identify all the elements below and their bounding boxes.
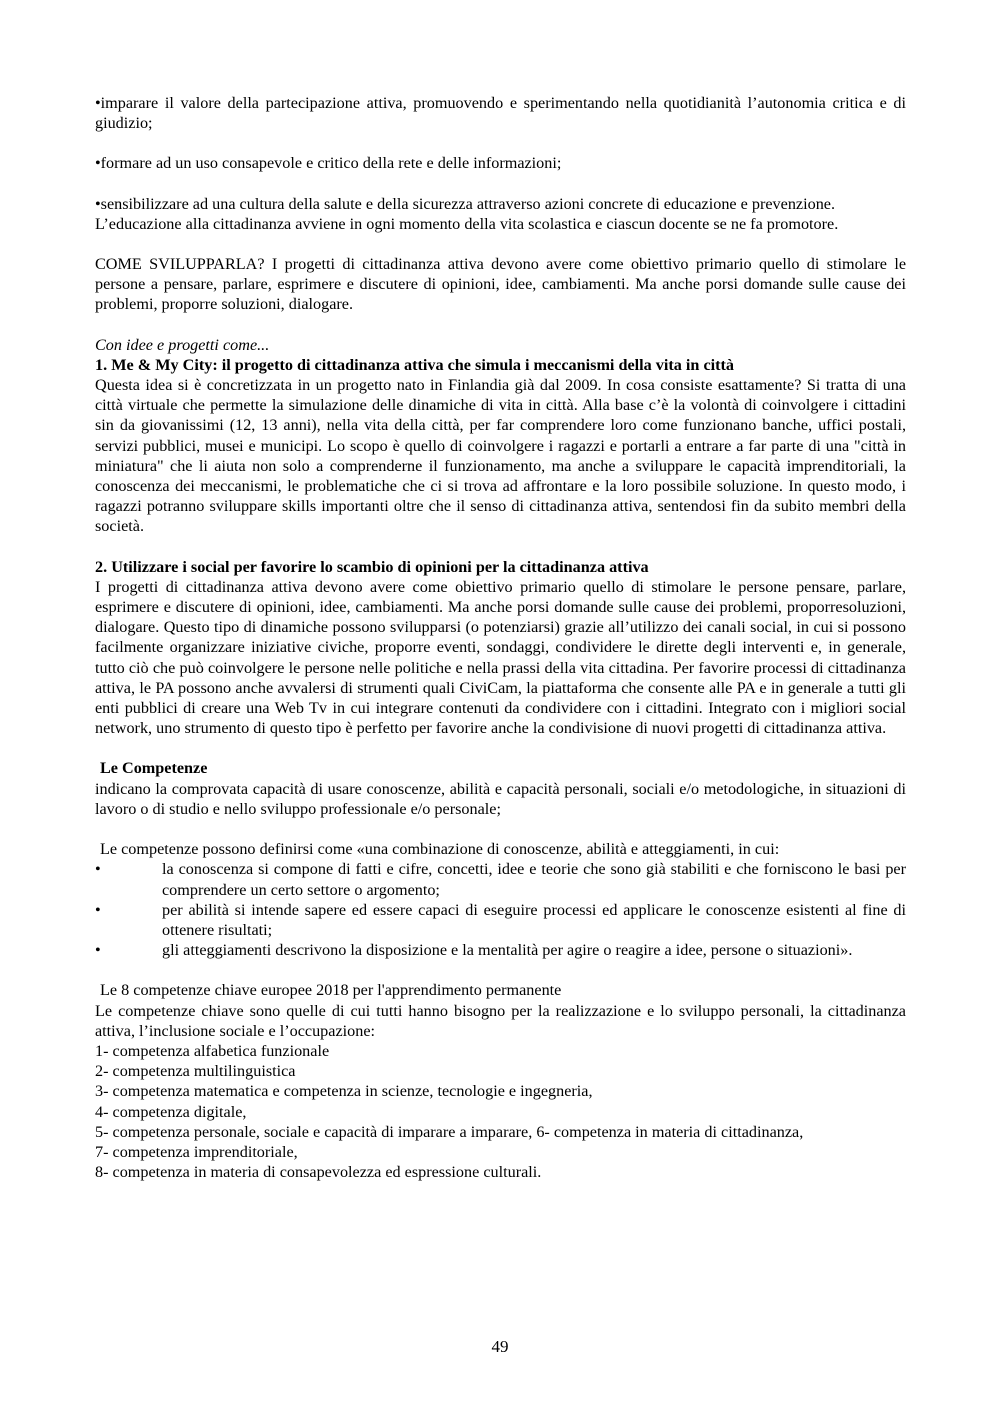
list-item: 1- competenza alfabetica funzionale bbox=[95, 1041, 330, 1060]
list-item bbox=[95, 900, 906, 940]
intro-bullet: •sensibilizzare ad una cultura della salute e della sicurezza attraverso azioni concrete di educazione e prevenzione. bbox=[95, 194, 836, 213]
list-item: 7- competenza imprenditoriale, bbox=[95, 1142, 298, 1161]
project1-heading: 1. Me & My City: il progetto di cittadinanza attiva che simula i meccanismi della vita in città bbox=[95, 355, 735, 374]
competenze-definition: indicano la comprovata capacità di usare conoscenze, abilità e capacità personali, sociali e/o metodologiche, in situazioni di lavoro o di studio e nello sviluppo professionale e/o personale; bbox=[95, 779, 906, 818]
education-paragraph: L’educazione alla cittadinanza avviene in ogni momento della vita scolastica e ciascun docente se ne fa promotore. bbox=[95, 214, 839, 233]
list-item: 4- competenza digitale, bbox=[95, 1102, 247, 1121]
competenze-bullet-list bbox=[95, 859, 906, 960]
bullet-symbol: • bbox=[95, 941, 101, 960]
list-item-text: per abilità si intende sapere ed essere capaci di eseguire processi ed applicare le conoscenze esistenti al fine di ottenere risultati; bbox=[162, 900, 906, 939]
competenze-heading: Le Competenze bbox=[100, 759, 208, 778]
how-paragraph: COME SVILUPPARLA? I progetti di cittadinanza attiva devono avere come obiettivo primario quello di stimolare le persone a pensare, parlare, esprimere e discutere di opinioni, idee, cambiamenti. Ma anche porsi domande sulle cause dei problemi, proporre soluzioni, dialogare. bbox=[95, 255, 906, 314]
project1-body: Questa idea si è concretizzata in un progetto nato in Finlandia già dal 2009. In cosa consiste esattamente? Si tratta di una città virtuale che permette la simulazione delle dinamiche di vita in città. Alla base c’è la volontà di coinvolgere i cittadini sin da giovanissimi (12, 13 anni), nella vita della città, per far comprendere loro come funzionano banche, uffici postali, servizi pubblici, musei e municipi. Lo scopo è quello di coinvolgere i ragazzi e portarli a entrare a far parte di una "città in miniatura" che li aiuta non solo a comprenderne il funzionamento, ma anche a sviluppare le capacità imprenditoriali, la conoscenza dei meccanismi, le problematiche che ci si trova ad affrontare e la loro possibile soluzione. In questo modo, i ragazzi potranno sviluppare skills importanti oltre che il senso di cittadinanza attiva, sentendosi fin da subito membri della società. bbox=[95, 376, 906, 536]
intro-bullet: •formare ad un uso consapevole e critico della rete e delle informazioni; bbox=[95, 154, 562, 173]
list-item: 2- competenza multilinguistica bbox=[95, 1062, 296, 1081]
list-item bbox=[95, 940, 906, 960]
competenze-combination-intro: Le competenze possono definirsi come «una combinazione di conoscenze, abilità e atteggiamenti, in cui: bbox=[100, 840, 780, 859]
project2-heading: 2. Utilizzare i social per favorire lo scambio di opinioni per la cittadinanza attiva bbox=[95, 557, 649, 576]
key-competences-list bbox=[95, 1041, 906, 1182]
list-item: 5- competenza personale, sociale e capacità di imparare a imparare, 6- competenza in materia di cittadinanza, bbox=[95, 1122, 804, 1141]
bullet-symbol: • bbox=[95, 900, 101, 919]
document-page bbox=[95, 93, 906, 1182]
key-competences-title: Le 8 competenze chiave europee 2018 per l'apprendimento permanente bbox=[100, 981, 562, 1000]
key-competences-intro: Le competenze chiave sono quelle di cui tutti hanno bisogno per la realizzazione e lo sviluppo personali, la cittadinanza attiva, l’inclusione sociale e l’occupazione: bbox=[95, 1001, 906, 1040]
list-item: 3- competenza matematica e competenza in scienze, tecnologie e ingegneria, bbox=[95, 1082, 593, 1101]
bullet-symbol: • bbox=[95, 860, 101, 879]
list-item: 8- competenza in materia di consapevolezza ed espressione culturali. bbox=[95, 1163, 542, 1182]
project2-body: I progetti di cittadinanza attiva devono avere come obiettivo primario quello di stimolare le persone pensare, parlare, esprimere e discutere di opinioni, idee, cambiamenti. Ma anche porsi domande sulle cause dei problemi, proporresoluzioni, dialogare. Questo tipo di dinamiche possono svilupparsi (o potenziarsi) grazie all’utilizzo dei canali social, in cui si possono facilmente organizzare iniziative civiche, proporre eventi, sondaggi, condividere le dirette degli interventi e, in generale, tutto ciò che può coinvolgere le persone nelle politiche e nella prassi della vita cittadina. Per favorire processi di cittadinanza attiva, le PA possono anche avvalersi di strumenti quali CiviCam, la piattaforma che consente alle PA e in generale a tutti gli enti pubblici di creare una Web Tv in cui integrare contenuti da condividere con i cittadini. Integrato con i migliori social network, uno strumento di questo tipo è perfetto per favorire anche la condivisione di nuovi progetti di cittadinanza attiva. bbox=[95, 577, 906, 738]
list-item-text: la conoscenza si compone di fatti e cifre, concetti, idee e teorie che sono già stabiliti e che forniscono le basi per comprendere un certo settore o argomento; bbox=[162, 860, 906, 899]
list-item-text: gli atteggiamenti descrivono la disposizione e la mentalità per agire o reagire a idee, persone o situazioni». bbox=[162, 941, 853, 960]
intro-bullet: •imparare il valore della partecipazione attiva, promuovendo e sperimentando nella quotidianità l’autonomia critica e di giudizio; bbox=[95, 94, 906, 133]
ideas-intro: Con idee e progetti come... bbox=[95, 335, 270, 354]
list-item bbox=[95, 859, 906, 899]
page-number: 49 bbox=[491, 1337, 509, 1356]
